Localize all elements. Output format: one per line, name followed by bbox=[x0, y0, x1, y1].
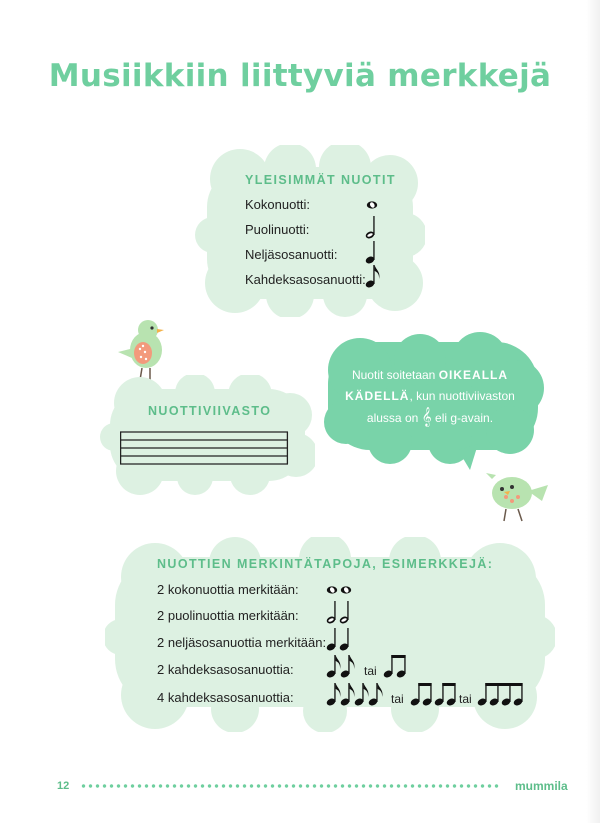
tai-text-1: tai bbox=[391, 692, 404, 706]
example-label-whole: 2 kokonuottia merkitään: bbox=[157, 582, 299, 597]
bird-right-icon bbox=[484, 467, 550, 525]
note-label-whole: Kokonuotti: bbox=[245, 197, 311, 212]
example-label-eighth-2: 2 kahdeksasosanuottia: bbox=[157, 662, 294, 677]
note-label-half: Puolinuotti: bbox=[245, 222, 310, 237]
tai-text-2: tai bbox=[459, 692, 472, 706]
beamed-pairs-eighths-icon bbox=[409, 682, 459, 706]
whole-note-icon bbox=[365, 198, 379, 212]
example-label-eighth-4: 4 kahdeksasosanuottia: bbox=[157, 690, 294, 705]
staff-heading: NUOTTIVIIVASTO bbox=[148, 404, 272, 418]
two-eighth-notes-icon bbox=[325, 654, 359, 678]
example-label-quarter: 2 neljäsosanuottia merkitään: bbox=[157, 635, 327, 650]
two-quarter-notes-icon bbox=[325, 627, 355, 651]
two-half-notes-icon bbox=[325, 600, 355, 624]
examples-heading: NUOTTIEN MERKINTÄTAPOJA, ESIMERKKEJÄ: bbox=[157, 557, 494, 571]
two-whole-notes-icon bbox=[325, 583, 355, 597]
four-eighth-notes-icon bbox=[325, 682, 387, 706]
treble-clef-icon: 𝄞 bbox=[421, 407, 432, 427]
page-edge-shadow bbox=[586, 0, 600, 823]
notes-cloud bbox=[195, 145, 425, 317]
tai-text: tai bbox=[364, 664, 377, 678]
half-note-icon bbox=[365, 215, 379, 239]
beamed-two-eighths-icon bbox=[382, 654, 408, 678]
example-label-half: 2 puolinuottia merkitään: bbox=[157, 608, 299, 623]
beamed-four-eighths-icon bbox=[476, 682, 526, 706]
music-staff bbox=[120, 430, 290, 468]
eighth-note-icon bbox=[365, 264, 381, 288]
page-title: Musiikkiin liittyviä merkkejä bbox=[48, 58, 552, 94]
quarter-note-icon bbox=[365, 240, 379, 264]
bird-left-icon bbox=[114, 316, 170, 382]
notes-heading: YLEISIMMÄT NUOTIT bbox=[245, 173, 396, 187]
footer-dotted-line bbox=[80, 780, 500, 792]
note-label-quarter: Neljäsosanuotti: bbox=[245, 247, 338, 262]
page-number: 12 bbox=[57, 780, 70, 792]
footer-brand: mummila bbox=[515, 779, 568, 793]
speech-text: Nuotit soitetaan OIKEALLA KÄDELLÄ, kun nuottiviivaston alussa on 𝄞 eli g-avain. bbox=[345, 368, 515, 427]
note-label-eighth: Kahdeksasosanuotti: bbox=[245, 272, 366, 287]
